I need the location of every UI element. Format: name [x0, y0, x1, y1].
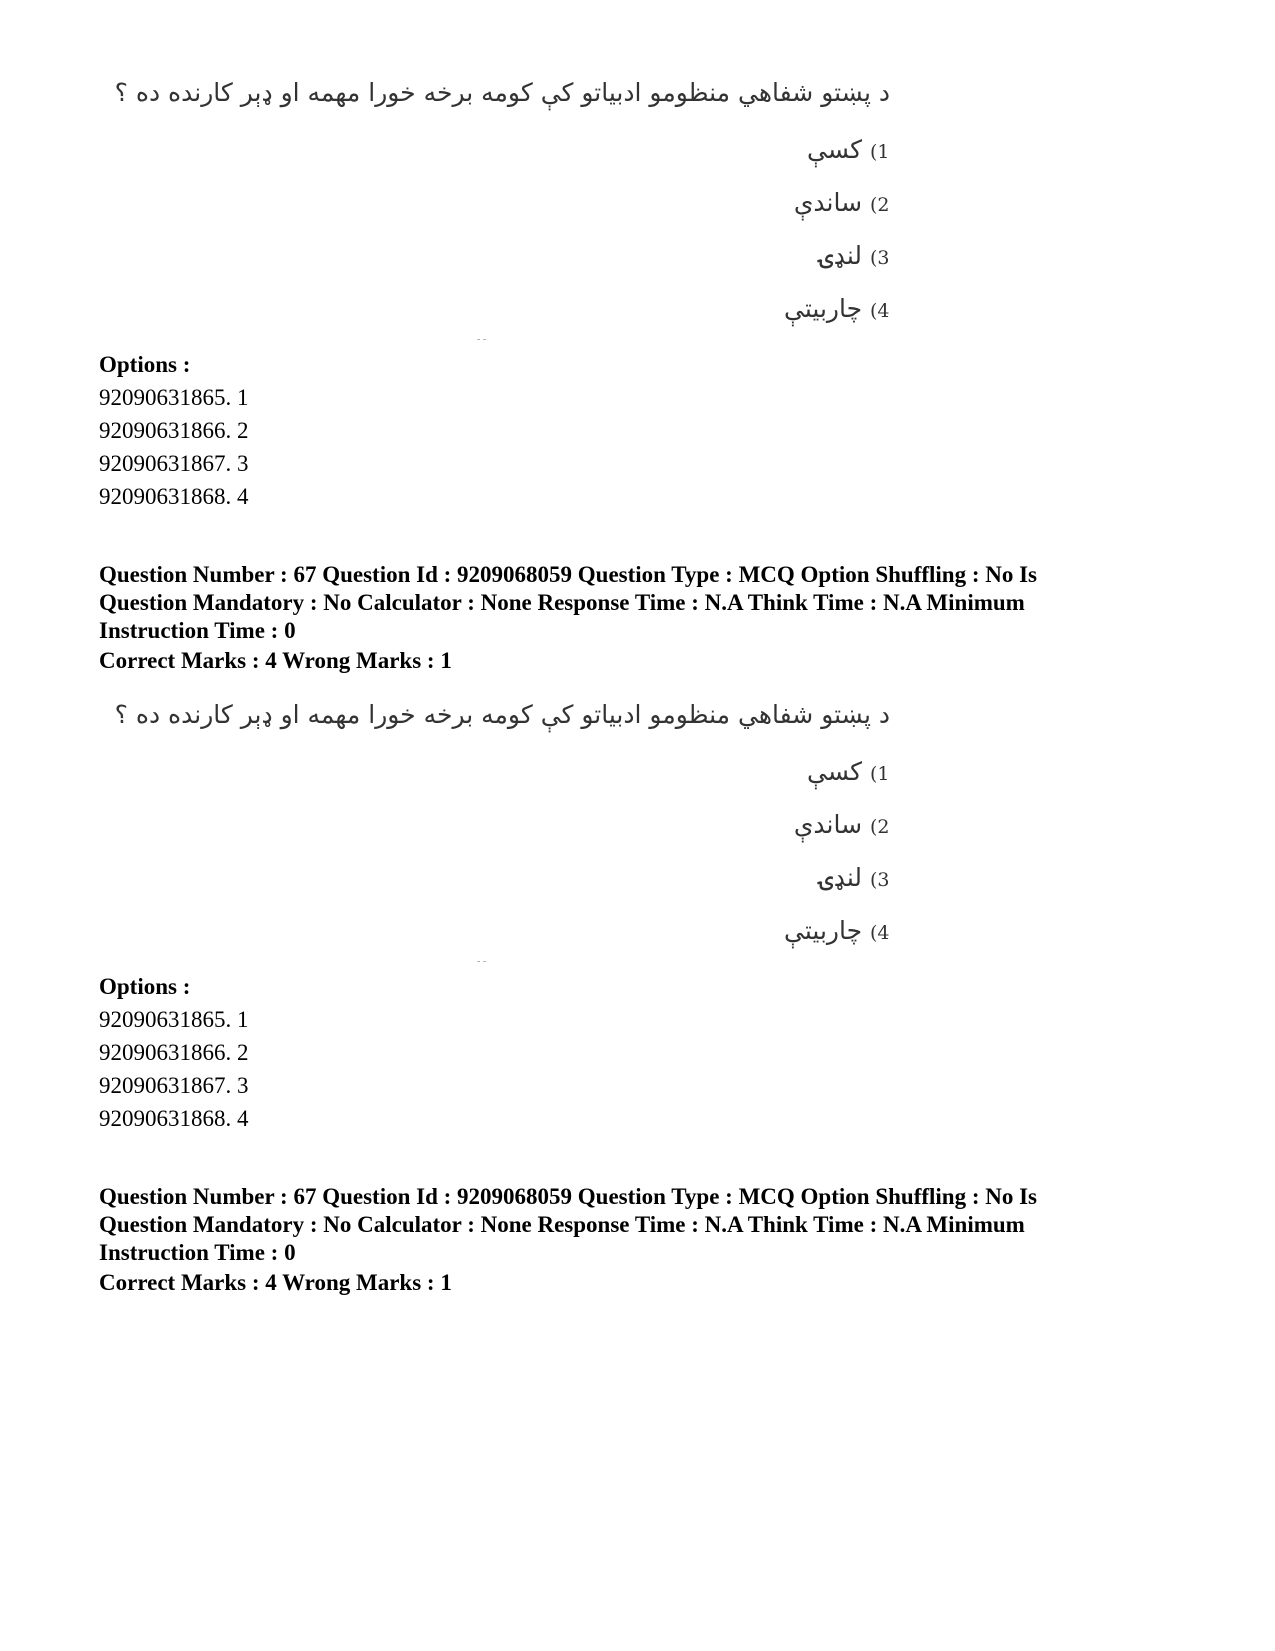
question-choice: کسې (1: [807, 135, 890, 164]
question-text: د پښتو شفاهي منظومو ادبياتو کې کومه برخه خورا مهمه او ډېر کارنده ده ؟: [114, 700, 890, 729]
options-label: Options :: [99, 974, 191, 999]
image-artifact: - -: [477, 334, 487, 345]
question-choice: چاربيتې (4: [784, 294, 890, 323]
question-image: [100, 697, 900, 967]
question-marks: Correct Marks : 4 Wrong Marks : 1: [99, 648, 452, 673]
question-image: [100, 75, 900, 345]
question-marks: Correct Marks : 4 Wrong Marks : 1: [99, 1270, 452, 1295]
option-item: 92090631866. 2: [99, 418, 249, 443]
question-choice: لنډۍ (3: [819, 241, 890, 270]
question-text: د پښتو شفاهي منظومو ادبياتو کې کومه برخه خورا مهمه او ډېر کارنده ده ؟: [114, 78, 890, 107]
option-item: 92090631865. 1: [99, 385, 249, 410]
options-label: Options :: [99, 352, 191, 377]
image-artifact: - -: [477, 956, 487, 967]
option-item: 92090631868. 4: [99, 1106, 249, 1131]
option-item: 92090631867. 3: [99, 451, 249, 476]
option-item: 92090631866. 2: [99, 1040, 249, 1065]
question-meta: Question Number : 67 Question Id : 9209068059 Question Type : MCQ Option Shuffling : No Is Question Mandatory : No Calculator : None Response Time : N.A Think Time : N.A Minimum Instruction Time : 0: [99, 1184, 1038, 1265]
question-meta: Question Number : 67 Question Id : 9209068059 Question Type : MCQ Option Shuffling : No Is Question Mandatory : No Calculator : None Response Time : N.A Think Time : N.A Minimum Instruction Time : 0: [99, 562, 1038, 643]
question-choice: چاربيتې (4: [784, 916, 890, 945]
question-choice: ساندې (2: [793, 188, 890, 217]
question-choice: ساندې (2: [793, 810, 890, 839]
option-item: 92090631868. 4: [99, 484, 249, 509]
option-item: 92090631867. 3: [99, 1073, 249, 1098]
option-item: 92090631865. 1: [99, 1007, 249, 1032]
question-choice: کسې (1: [807, 757, 890, 786]
question-choice: لنډۍ (3: [819, 863, 890, 892]
